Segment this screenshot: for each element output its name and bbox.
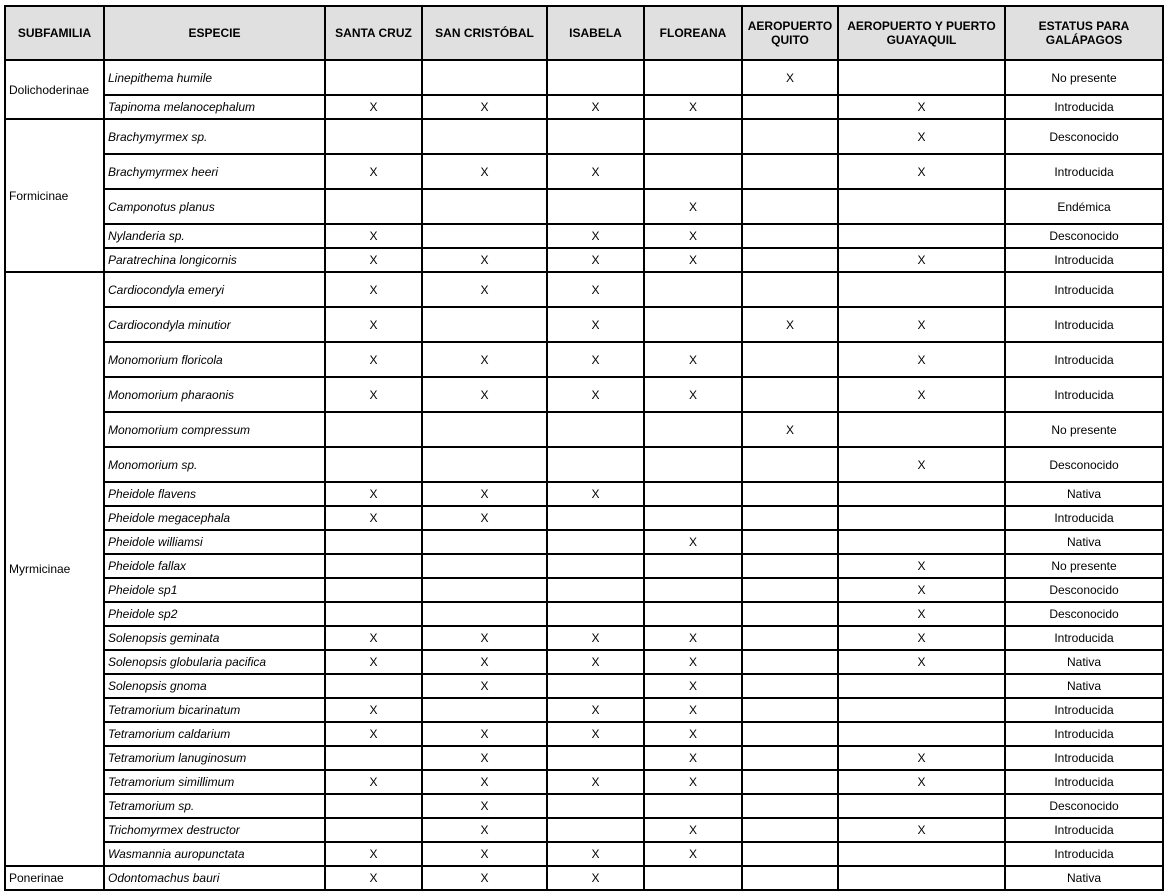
presence-cell xyxy=(422,60,547,95)
presence-cell: X xyxy=(325,698,422,722)
presence-cell: X xyxy=(325,377,422,412)
table-row xyxy=(5,626,1163,650)
presence-cell: X xyxy=(547,770,644,794)
presence-cell xyxy=(422,224,547,248)
species-cell: Monomorium compressum xyxy=(104,412,325,447)
table-row xyxy=(5,794,1163,818)
presence-cell: X xyxy=(644,248,742,272)
presence-cell: X xyxy=(547,377,644,412)
species-cell: Monomorium floricola xyxy=(104,342,325,377)
presence-cell xyxy=(547,189,644,224)
presence-cell: X xyxy=(838,650,1005,674)
presence-cell xyxy=(838,482,1005,506)
species-cell: Linepithema humile xyxy=(104,60,325,95)
presence-cell: X xyxy=(547,95,644,119)
presence-cell: X xyxy=(325,154,422,189)
header-airport-port-guayaquil: AEROPUERTO Y PUERTO GUAYAQUIL xyxy=(838,6,1005,60)
status-cell: Endémica xyxy=(1005,189,1163,224)
presence-cell xyxy=(838,272,1005,307)
species-cell: Camponotus planus xyxy=(104,189,325,224)
presence-cell xyxy=(325,602,422,626)
presence-cell xyxy=(325,189,422,224)
presence-cell: X xyxy=(838,95,1005,119)
presence-cell: X xyxy=(325,650,422,674)
presence-cell xyxy=(742,530,838,554)
species-cell: Tetramorium caldarium xyxy=(104,722,325,746)
subfamily-cell: Myrmicinae xyxy=(5,272,104,866)
presence-cell: X xyxy=(838,119,1005,154)
status-cell: No presente xyxy=(1005,412,1163,447)
table-row xyxy=(5,746,1163,770)
presence-cell xyxy=(742,154,838,189)
presence-cell xyxy=(547,412,644,447)
presence-cell xyxy=(742,578,838,602)
presence-cell xyxy=(644,578,742,602)
table-row xyxy=(5,770,1163,794)
species-cell: Solenopsis globularia pacifica xyxy=(104,650,325,674)
presence-cell xyxy=(422,578,547,602)
status-cell: Nativa xyxy=(1005,650,1163,674)
presence-cell xyxy=(644,506,742,530)
presence-cell xyxy=(422,412,547,447)
status-cell: Introducida xyxy=(1005,746,1163,770)
presence-cell: X xyxy=(325,224,422,248)
presence-cell xyxy=(742,698,838,722)
table-row xyxy=(5,95,1163,119)
presence-cell: X xyxy=(644,626,742,650)
table-row xyxy=(5,60,1163,95)
presence-cell xyxy=(422,447,547,482)
presence-cell xyxy=(644,602,742,626)
species-cell: Tetramorium bicarinatum xyxy=(104,698,325,722)
status-cell: Introducida xyxy=(1005,154,1163,189)
presence-cell xyxy=(742,842,838,866)
header-airport-quito: AEROPUERTO QUITO xyxy=(742,6,838,60)
species-table xyxy=(4,5,1164,891)
presence-cell xyxy=(742,447,838,482)
presence-cell xyxy=(742,189,838,224)
species-cell: Cardiocondyla emeryi xyxy=(104,272,325,307)
table-body xyxy=(5,60,1163,890)
table-row xyxy=(5,674,1163,698)
presence-cell xyxy=(644,307,742,342)
presence-cell: X xyxy=(742,412,838,447)
table-row xyxy=(5,377,1163,412)
presence-cell xyxy=(644,60,742,95)
presence-cell xyxy=(742,248,838,272)
table-row xyxy=(5,119,1163,154)
header-san-cristobal: SAN CRISTÓBAL xyxy=(422,6,547,60)
presence-cell xyxy=(742,674,838,698)
presence-cell: X xyxy=(838,818,1005,842)
presence-cell xyxy=(742,818,838,842)
presence-cell xyxy=(422,554,547,578)
presence-cell xyxy=(547,554,644,578)
presence-cell: X xyxy=(644,342,742,377)
presence-cell: X xyxy=(325,506,422,530)
presence-cell xyxy=(547,530,644,554)
status-cell: Desconocido xyxy=(1005,794,1163,818)
status-cell: Introducida xyxy=(1005,698,1163,722)
species-cell: Pheidole fallax xyxy=(104,554,325,578)
presence-cell xyxy=(644,794,742,818)
table-row xyxy=(5,578,1163,602)
presence-cell: X xyxy=(325,272,422,307)
header-row xyxy=(5,6,1163,60)
subfamily-cell: Dolichoderinae xyxy=(5,60,104,119)
presence-cell xyxy=(644,412,742,447)
table-row xyxy=(5,307,1163,342)
subfamily-cell: Formicinae xyxy=(5,119,104,272)
presence-cell: X xyxy=(644,650,742,674)
presence-cell xyxy=(422,698,547,722)
status-cell: Desconocido xyxy=(1005,119,1163,154)
presence-cell: X xyxy=(325,248,422,272)
presence-cell xyxy=(838,794,1005,818)
presence-cell: X xyxy=(838,154,1005,189)
presence-cell xyxy=(644,272,742,307)
table-row xyxy=(5,248,1163,272)
presence-cell xyxy=(422,119,547,154)
status-cell: No presente xyxy=(1005,60,1163,95)
presence-cell: X xyxy=(547,154,644,189)
species-cell: Pheidole flavens xyxy=(104,482,325,506)
presence-cell xyxy=(742,770,838,794)
header-santa-cruz: SANTA CRUZ xyxy=(325,6,422,60)
status-cell: Nativa xyxy=(1005,482,1163,506)
presence-cell xyxy=(742,377,838,412)
presence-cell: X xyxy=(644,842,742,866)
presence-cell: X xyxy=(422,482,547,506)
presence-cell xyxy=(838,412,1005,447)
presence-cell xyxy=(742,95,838,119)
status-cell: Desconocido xyxy=(1005,578,1163,602)
presence-cell: X xyxy=(644,746,742,770)
presence-cell xyxy=(742,224,838,248)
presence-cell xyxy=(742,506,838,530)
presence-cell xyxy=(547,578,644,602)
presence-cell: X xyxy=(422,866,547,890)
presence-cell xyxy=(325,412,422,447)
presence-cell xyxy=(742,626,838,650)
table-row xyxy=(5,342,1163,377)
species-cell: Trichomyrmex destructor xyxy=(104,818,325,842)
presence-cell xyxy=(325,674,422,698)
presence-cell: X xyxy=(547,722,644,746)
presence-cell: X xyxy=(838,602,1005,626)
presence-cell: X xyxy=(547,307,644,342)
presence-cell: X xyxy=(325,866,422,890)
presence-cell xyxy=(742,794,838,818)
presence-cell: X xyxy=(422,377,547,412)
status-cell: Introducida xyxy=(1005,842,1163,866)
presence-cell xyxy=(838,842,1005,866)
presence-cell xyxy=(644,866,742,890)
species-cell: Brachymyrmex heeri xyxy=(104,154,325,189)
presence-cell: X xyxy=(547,224,644,248)
presence-cell xyxy=(547,119,644,154)
status-cell: Introducida xyxy=(1005,248,1163,272)
header-subfamily: SUBFAMILIA xyxy=(5,6,104,60)
presence-cell xyxy=(838,60,1005,95)
presence-cell: X xyxy=(838,554,1005,578)
status-cell: Desconocido xyxy=(1005,224,1163,248)
presence-cell: X xyxy=(325,482,422,506)
status-cell: Introducida xyxy=(1005,95,1163,119)
presence-cell xyxy=(547,746,644,770)
presence-cell: X xyxy=(422,154,547,189)
presence-cell xyxy=(325,554,422,578)
status-cell: Introducida xyxy=(1005,722,1163,746)
table-row xyxy=(5,818,1163,842)
presence-cell xyxy=(742,272,838,307)
presence-cell xyxy=(422,602,547,626)
presence-cell: X xyxy=(422,506,547,530)
presence-cell: X xyxy=(838,447,1005,482)
table-row xyxy=(5,447,1163,482)
presence-cell: X xyxy=(325,626,422,650)
status-cell: Desconocido xyxy=(1005,602,1163,626)
status-cell: Introducida xyxy=(1005,307,1163,342)
table-row xyxy=(5,554,1163,578)
header-floreana: FLOREANA xyxy=(644,6,742,60)
presence-cell: X xyxy=(742,60,838,95)
presence-cell: X xyxy=(547,342,644,377)
presence-cell: X xyxy=(422,722,547,746)
species-cell: Monomorium pharaonis xyxy=(104,377,325,412)
subfamily-cell: Ponerinae xyxy=(5,866,104,890)
presence-cell: X xyxy=(838,307,1005,342)
species-cell: Cardiocondyla minutior xyxy=(104,307,325,342)
presence-cell xyxy=(838,722,1005,746)
presence-cell: X xyxy=(644,698,742,722)
presence-cell xyxy=(742,342,838,377)
species-cell: Pheidole megacephala xyxy=(104,506,325,530)
presence-cell: X xyxy=(547,698,644,722)
presence-cell: X xyxy=(325,95,422,119)
species-cell: Wasmannia auropunctata xyxy=(104,842,325,866)
presence-cell: X xyxy=(422,842,547,866)
presence-cell xyxy=(644,119,742,154)
table-row xyxy=(5,842,1163,866)
status-cell: No presente xyxy=(1005,554,1163,578)
presence-cell: X xyxy=(422,674,547,698)
presence-cell: X xyxy=(422,746,547,770)
presence-cell: X xyxy=(325,342,422,377)
species-table-container xyxy=(4,5,1164,891)
presence-cell: X xyxy=(644,770,742,794)
presence-cell xyxy=(547,602,644,626)
presence-cell: X xyxy=(644,224,742,248)
presence-cell: X xyxy=(644,189,742,224)
species-cell: Tapinoma melanocephalum xyxy=(104,95,325,119)
presence-cell: X xyxy=(838,770,1005,794)
presence-cell xyxy=(547,674,644,698)
table-row xyxy=(5,866,1163,890)
species-cell: Solenopsis gnoma xyxy=(104,674,325,698)
presence-cell xyxy=(838,506,1005,530)
presence-cell: X xyxy=(547,248,644,272)
table-row xyxy=(5,482,1163,506)
status-cell: Introducida xyxy=(1005,770,1163,794)
status-cell: Introducida xyxy=(1005,342,1163,377)
presence-cell xyxy=(644,447,742,482)
status-cell: Introducida xyxy=(1005,506,1163,530)
presence-cell: X xyxy=(547,272,644,307)
species-cell: Odontomachus bauri xyxy=(104,866,325,890)
presence-cell xyxy=(325,818,422,842)
presence-cell: X xyxy=(422,342,547,377)
presence-cell: X xyxy=(644,95,742,119)
presence-cell xyxy=(742,119,838,154)
status-cell: Nativa xyxy=(1005,866,1163,890)
presence-cell xyxy=(644,154,742,189)
header-isabela: ISABELA xyxy=(547,6,644,60)
presence-cell: X xyxy=(547,482,644,506)
presence-cell xyxy=(547,794,644,818)
table-row xyxy=(5,154,1163,189)
table-row xyxy=(5,722,1163,746)
species-cell: Solenopsis geminata xyxy=(104,626,325,650)
presence-cell: X xyxy=(422,272,547,307)
presence-cell xyxy=(422,307,547,342)
table-row xyxy=(5,272,1163,307)
species-cell: Paratrechina longicornis xyxy=(104,248,325,272)
presence-cell xyxy=(422,530,547,554)
presence-cell xyxy=(742,482,838,506)
presence-cell: X xyxy=(838,746,1005,770)
status-cell: Nativa xyxy=(1005,674,1163,698)
presence-cell: X xyxy=(422,818,547,842)
presence-cell xyxy=(325,60,422,95)
species-cell: Pheidole williamsi xyxy=(104,530,325,554)
presence-cell xyxy=(325,530,422,554)
presence-cell: X xyxy=(838,578,1005,602)
table-row xyxy=(5,506,1163,530)
presence-cell xyxy=(838,224,1005,248)
presence-cell: X xyxy=(547,626,644,650)
species-cell: Brachymyrmex sp. xyxy=(104,119,325,154)
presence-cell xyxy=(422,189,547,224)
header-status-galapagos: ESTATUS PARA GALÁPAGOS xyxy=(1005,6,1163,60)
presence-cell xyxy=(547,447,644,482)
status-cell: Introducida xyxy=(1005,272,1163,307)
species-cell: Pheidole sp1 xyxy=(104,578,325,602)
presence-cell: X xyxy=(644,377,742,412)
presence-cell: X xyxy=(422,650,547,674)
presence-cell xyxy=(325,119,422,154)
presence-cell: X xyxy=(742,307,838,342)
species-cell: Pheidole sp2 xyxy=(104,602,325,626)
presence-cell: X xyxy=(838,377,1005,412)
table-row xyxy=(5,530,1163,554)
species-cell: Monomorium sp. xyxy=(104,447,325,482)
presence-cell xyxy=(838,530,1005,554)
status-cell: Introducida xyxy=(1005,626,1163,650)
presence-cell: X xyxy=(547,650,644,674)
table-row xyxy=(5,189,1163,224)
table-row xyxy=(5,412,1163,447)
species-cell: Nylanderia sp. xyxy=(104,224,325,248)
presence-cell xyxy=(742,650,838,674)
presence-cell: X xyxy=(838,342,1005,377)
presence-cell xyxy=(547,506,644,530)
presence-cell xyxy=(547,818,644,842)
presence-cell xyxy=(838,189,1005,224)
presence-cell xyxy=(644,554,742,578)
presence-cell: X xyxy=(547,866,644,890)
presence-cell: X xyxy=(547,842,644,866)
presence-cell xyxy=(742,722,838,746)
presence-cell: X xyxy=(838,248,1005,272)
status-cell: Nativa xyxy=(1005,530,1163,554)
presence-cell xyxy=(325,578,422,602)
species-cell: Tetramorium lanuginosum xyxy=(104,746,325,770)
presence-cell: X xyxy=(644,530,742,554)
species-cell: Tetramorium simillimum xyxy=(104,770,325,794)
presence-cell: X xyxy=(325,722,422,746)
presence-cell: X xyxy=(644,818,742,842)
presence-cell xyxy=(547,60,644,95)
presence-cell xyxy=(742,554,838,578)
status-cell: Introducida xyxy=(1005,818,1163,842)
table-row xyxy=(5,650,1163,674)
species-cell: Tetramorium sp. xyxy=(104,794,325,818)
presence-cell xyxy=(742,602,838,626)
table-row xyxy=(5,224,1163,248)
presence-cell: X xyxy=(644,674,742,698)
presence-cell: X xyxy=(422,770,547,794)
presence-cell xyxy=(838,674,1005,698)
presence-cell: X xyxy=(422,794,547,818)
presence-cell: X xyxy=(325,770,422,794)
table-row xyxy=(5,698,1163,722)
presence-cell xyxy=(325,746,422,770)
presence-cell xyxy=(742,866,838,890)
presence-cell: X xyxy=(325,842,422,866)
presence-cell: X xyxy=(838,626,1005,650)
presence-cell: X xyxy=(422,626,547,650)
header-species: ESPECIE xyxy=(104,6,325,60)
presence-cell: X xyxy=(325,307,422,342)
table-row xyxy=(5,602,1163,626)
presence-cell xyxy=(838,866,1005,890)
status-cell: Desconocido xyxy=(1005,447,1163,482)
presence-cell xyxy=(325,447,422,482)
presence-cell xyxy=(838,698,1005,722)
presence-cell: X xyxy=(422,248,547,272)
presence-cell: X xyxy=(422,95,547,119)
status-cell: Introducida xyxy=(1005,377,1163,412)
presence-cell xyxy=(644,482,742,506)
presence-cell xyxy=(325,794,422,818)
presence-cell: X xyxy=(644,722,742,746)
presence-cell xyxy=(742,746,838,770)
table-header xyxy=(5,6,1163,60)
